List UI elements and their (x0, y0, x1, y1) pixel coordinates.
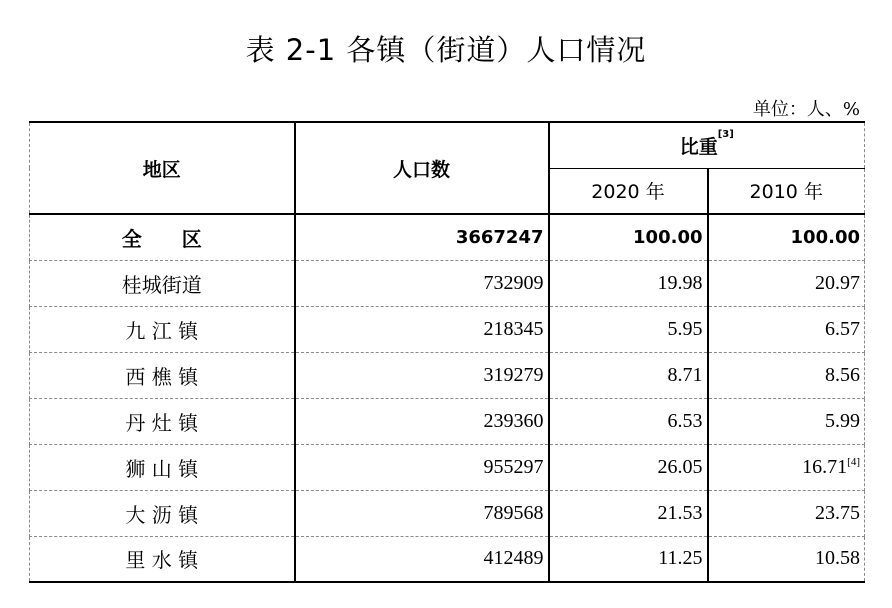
share-2020-cell-value: 21.53 (657, 501, 703, 524)
share-2020-cell (549, 306, 708, 352)
footnote-marker: [4] (847, 455, 860, 468)
unit-label: 单位：人、% (752, 99, 860, 120)
region-name-cell (30, 536, 295, 582)
region-name-cell-value: 大 沥 镇 (125, 502, 199, 527)
share-2010-cell-value: 16.71 (802, 455, 848, 478)
region-name-cell (30, 398, 295, 444)
table-row (30, 490, 865, 536)
population-cell-value: 3667247 (455, 226, 544, 248)
region-name-cell-value: 桂城街道 (121, 272, 202, 297)
share-2010-cell (708, 260, 865, 306)
population-cell-value: 239360 (483, 409, 544, 432)
table-row (30, 398, 865, 444)
region-name-cell-value: 九 江 镇 (125, 318, 199, 343)
population-cell (295, 352, 549, 398)
region-name-cell (30, 214, 295, 260)
share-2020-cell (549, 352, 708, 398)
region-name-cell-value: 丹 灶 镇 (125, 410, 199, 435)
share-2020-cell-value: 100.00 (633, 226, 703, 248)
share-2010-cell-value: 6.57 (825, 317, 860, 340)
population-cell-value: 732909 (483, 271, 544, 294)
share-2020-cell-value: 5.95 (667, 317, 703, 340)
share-2020-cell (549, 536, 708, 582)
region-name-cell-value: 狮 山 镇 (125, 456, 199, 481)
share-2010-cell-value: 23.75 (815, 501, 860, 524)
population-cell-value: 218345 (483, 317, 544, 340)
share-2010-cell-value: 20.97 (815, 271, 860, 294)
share-2010-cell-value: 100.00 (790, 226, 860, 248)
share-2010-cell (708, 398, 865, 444)
region-name-cell (30, 352, 295, 398)
header-population: 人口数 (295, 122, 549, 214)
region-name-cell (30, 306, 295, 352)
header-region: 地区 (30, 122, 295, 214)
population-cell-value: 789568 (483, 501, 544, 524)
share-2010-cell (708, 214, 865, 260)
table-row (30, 260, 865, 306)
share-2020-cell (549, 490, 708, 536)
table-row (30, 444, 865, 490)
population-cell-value: 955297 (483, 455, 544, 478)
share-2020-cell (549, 260, 708, 306)
population-cell (295, 490, 549, 536)
header-share-note: [3] (717, 128, 734, 140)
share-2010-cell (708, 490, 865, 536)
table-row (30, 536, 865, 582)
header-year-2020: 2020 年 (549, 168, 708, 214)
share-2010-cell-value: 10.58 (815, 547, 860, 570)
population-cell-value: 319279 (483, 363, 544, 386)
population-cell (295, 444, 549, 490)
region-name-cell (30, 490, 295, 536)
table-title: 表 2-1 各镇（街道）人口情况 (245, 33, 647, 67)
share-2010-cell-value: 8.56 (825, 363, 860, 386)
population-cell (295, 260, 549, 306)
table-body (30, 214, 865, 582)
share-2020-cell (549, 398, 708, 444)
share-2020-cell-value: 26.05 (657, 455, 703, 478)
share-2020-cell-value: 11.25 (658, 547, 703, 570)
share-2020-cell (549, 214, 708, 260)
share-2010-cell (708, 352, 865, 398)
share-2010-cell (708, 536, 865, 582)
header-share-label: 比重 (679, 135, 718, 158)
population-cell (295, 398, 549, 444)
region-name-cell (30, 260, 295, 306)
region-name-cell-value: 里 水 镇 (125, 548, 199, 573)
share-2020-cell-value: 19.98 (657, 271, 703, 294)
header-year-2010: 2010 年 (708, 168, 865, 214)
population-cell-value: 412489 (483, 547, 544, 570)
share-2020-cell-value: 8.71 (667, 363, 703, 386)
region-name-cell (30, 444, 295, 490)
share-2010-cell (708, 306, 865, 352)
share-2010-cell-value: 5.99 (825, 409, 860, 432)
header-share (549, 122, 865, 168)
share-2020-cell (549, 444, 708, 490)
table-row (30, 214, 865, 260)
population-cell (295, 306, 549, 352)
population-cell (295, 214, 549, 260)
region-name-cell-value: 全 区 (121, 226, 202, 251)
population-table (29, 121, 865, 583)
region-name-cell-value: 西 樵 镇 (125, 364, 199, 389)
table-row (30, 306, 865, 352)
population-cell (295, 536, 549, 582)
share-2020-cell-value: 6.53 (667, 409, 703, 432)
table-row (30, 352, 865, 398)
share-2010-cell (708, 444, 865, 490)
